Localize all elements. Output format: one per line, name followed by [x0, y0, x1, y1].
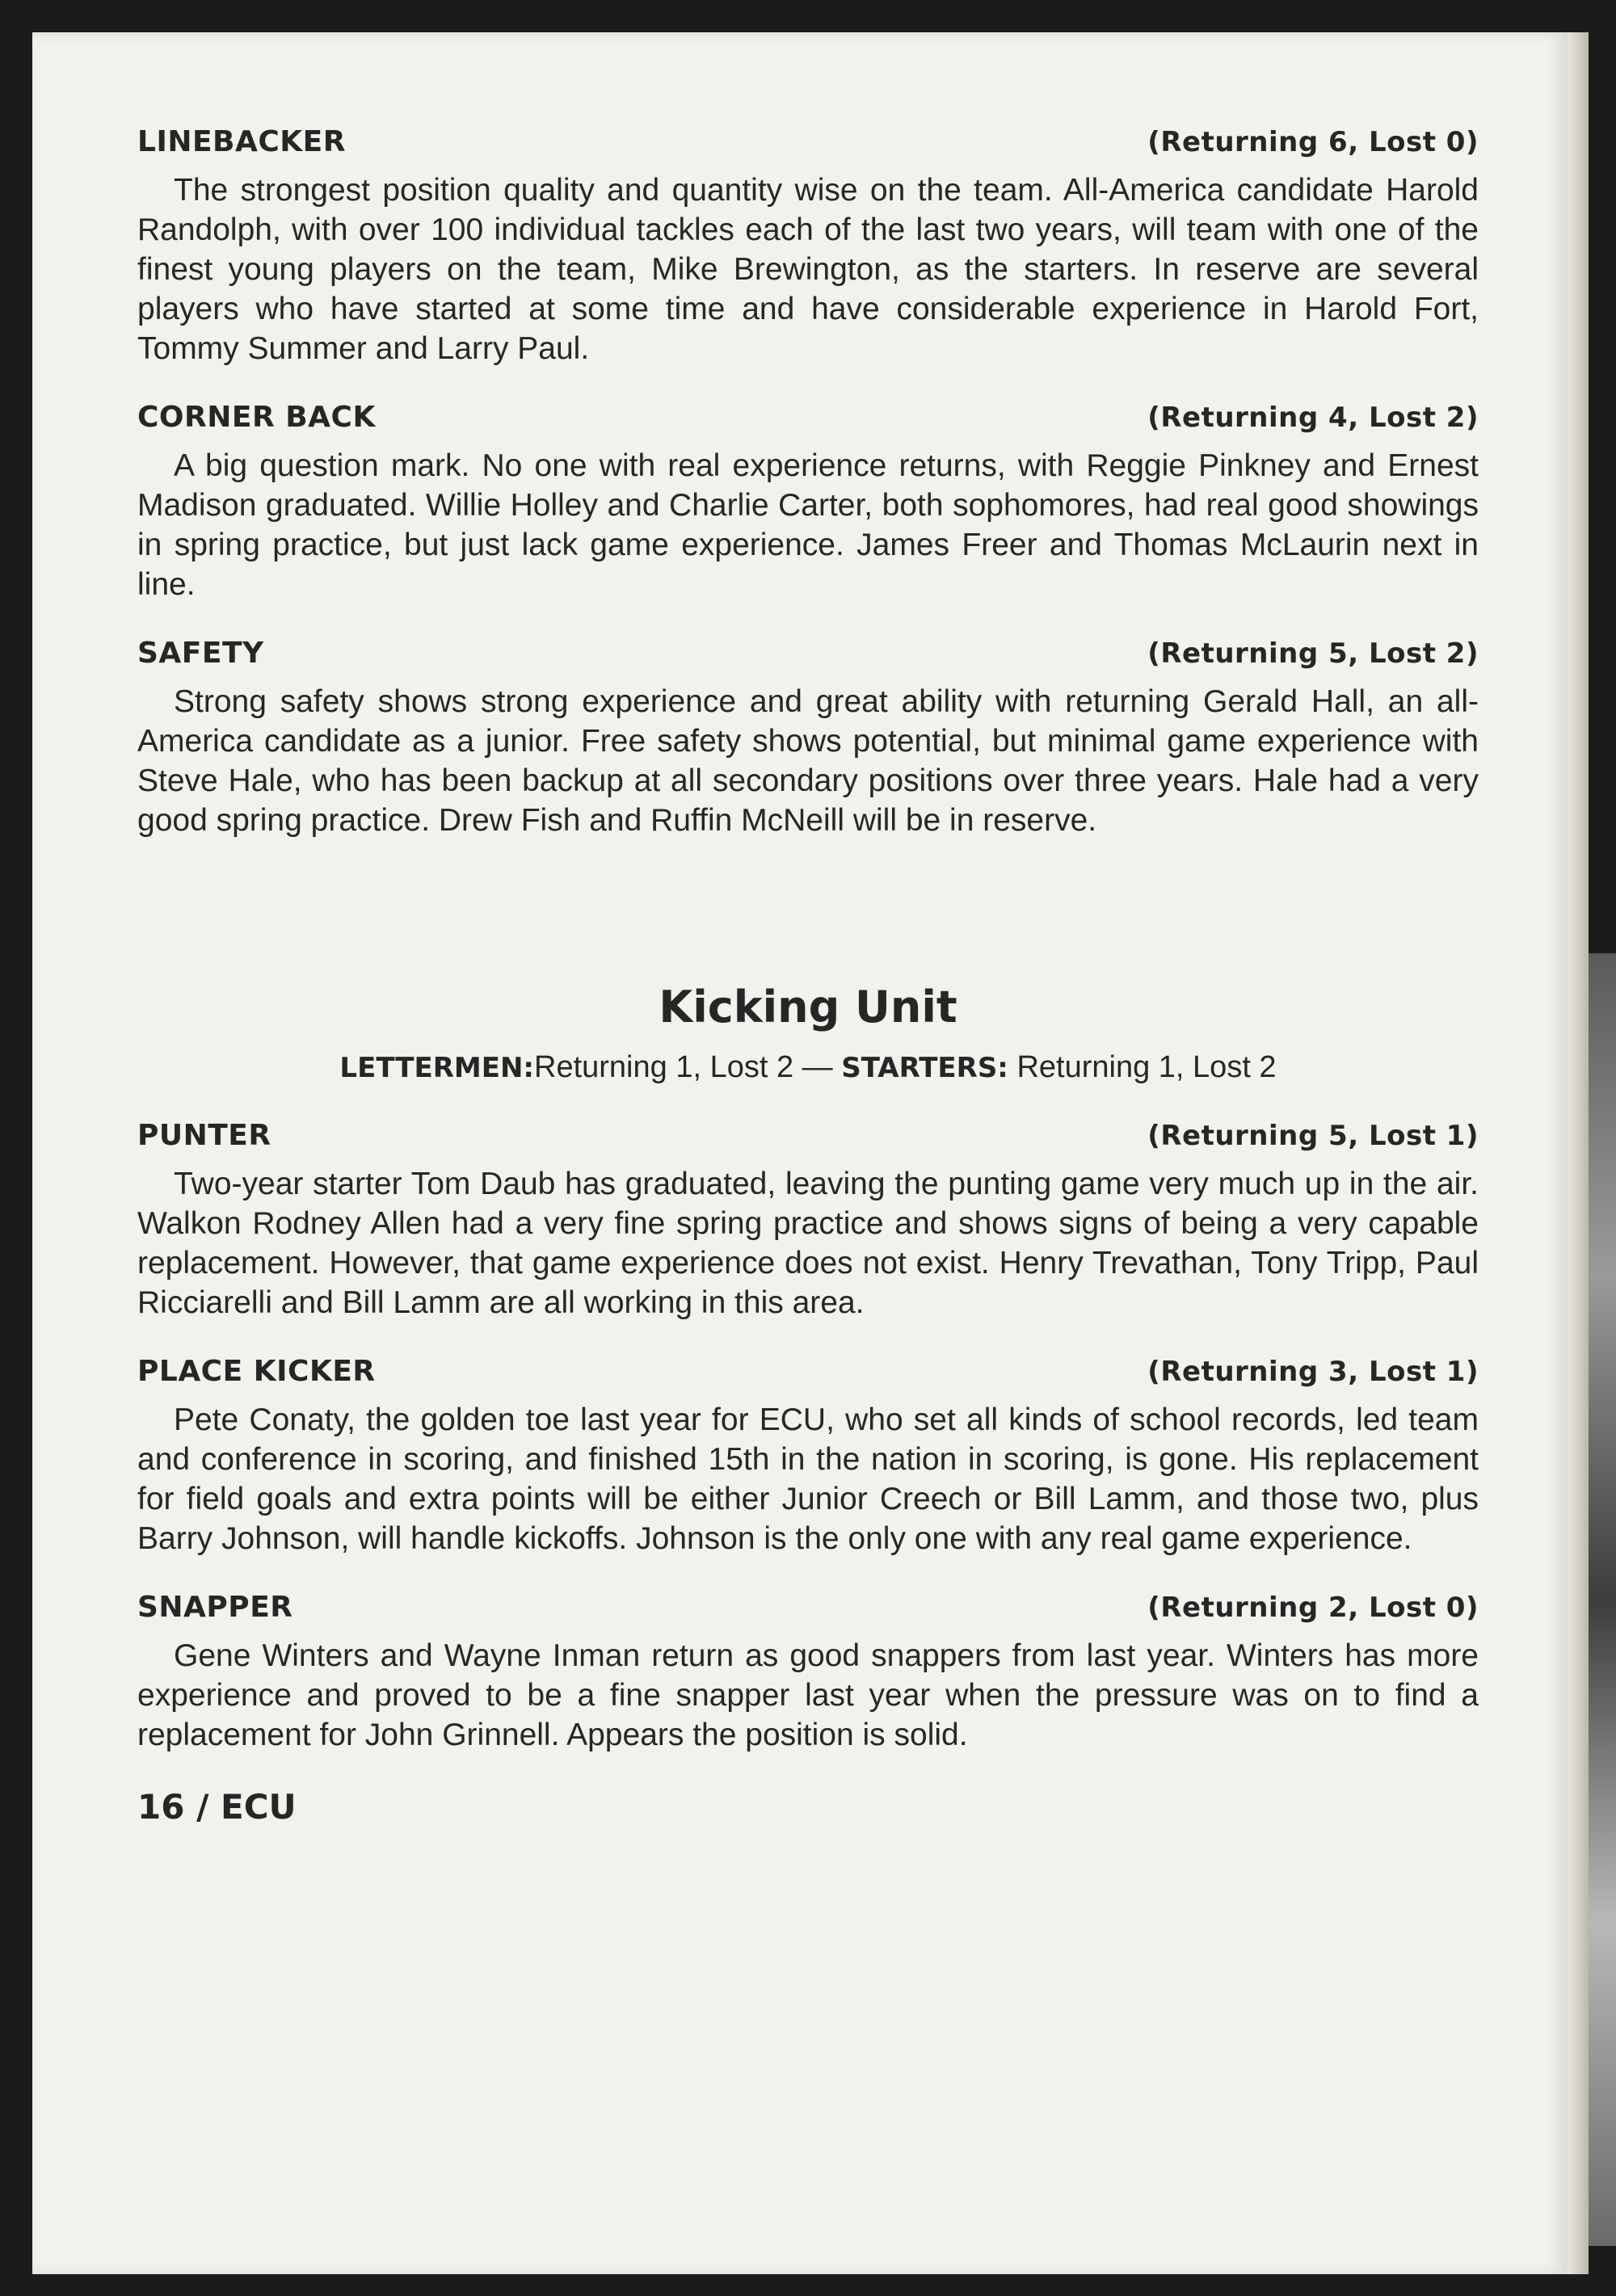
page-number: 16 / ECU — [137, 1787, 297, 1827]
position-title: SAFETY — [137, 637, 264, 670]
safety-section — [137, 637, 1479, 840]
position-title: CORNER BACK — [137, 401, 376, 434]
page-edge — [1568, 32, 1589, 2274]
section-body: Pete Conaty, the golden toe last year for ECU, who set all kinds of school records, led team and conference in scoring, and finished 15th in the nation in scoring, is gone. His replacement for field goals and extra points will be either Junior Creech or Bill Lamm, and those two, plus Barry Johnson, will handle kickoffs. Johnson is the only one with any real game experience. — [137, 1402, 1479, 1556]
position-title: PLACE KICKER — [137, 1355, 376, 1388]
lettermen-label: LETTERMEN: — [339, 1052, 534, 1084]
section-body: Gene Winters and Wayne Inman return as good snappers from last year. Winters has more experience and proved to be a fine snapper last year when the pressure was on to find a replacement for John Grinnell. Appears the position is solid. — [137, 1638, 1479, 1752]
position-title: LINEBACKER — [137, 125, 346, 158]
lettermen-value: Returning 1, Lost 2 — — [534, 1050, 842, 1084]
position-title: PUNTER — [137, 1119, 271, 1152]
section-body: The strongest position quality and quantity wise on the team. All-America candidate Harold Randolph, with over 100 individual tackles each of the last two years, will team with one of the finest young players on the team, Mike Brewington, as the starters. In reserve are several players who have started at some time and have considerable experience in Harold Fort, Tommy Summer and Larry Paul. — [137, 173, 1479, 366]
section-header — [137, 637, 1479, 682]
returning-count: (Returning 3, Lost 1) — [1147, 1356, 1479, 1388]
page-content — [137, 125, 1479, 1827]
returning-count: (Returning 2, Lost 0) — [1147, 1592, 1479, 1624]
section-header — [137, 401, 1479, 446]
place-kicker-section — [137, 1355, 1479, 1558]
punter-section — [137, 1119, 1479, 1323]
kicking-unit-stats — [137, 1050, 1479, 1085]
section-header — [137, 1591, 1479, 1636]
adjacent-page-photo — [1589, 953, 1616, 2246]
linebacker-section — [137, 125, 1479, 368]
returning-count: (Returning 5, Lost 2) — [1147, 637, 1479, 670]
returning-count: (Returning 6, Lost 0) — [1147, 126, 1479, 158]
returning-count: (Returning 5, Lost 1) — [1147, 1120, 1479, 1152]
corner-back-section — [137, 401, 1479, 604]
snapper-section — [137, 1591, 1479, 1755]
section-header — [137, 125, 1479, 170]
returning-count: (Returning 4, Lost 2) — [1147, 402, 1479, 434]
section-header — [137, 1119, 1479, 1164]
starters-value: Returning 1, Lost 2 — [1008, 1050, 1277, 1084]
section-header — [137, 1355, 1479, 1400]
starters-label: STARTERS: — [841, 1052, 1008, 1084]
kicking-unit-heading: Kicking Unit — [659, 982, 957, 1032]
section-body: Strong safety shows strong experience and great ability with returning Gerald Hall, an all-America candidate as a junior. Free safety shows potential, but minimal game experience with Steve Hale, who has been backup at all secondary positions over three years. Hale had a very good spring practice. Drew Fish and Ruffin McNeill will be in reserve. — [137, 684, 1479, 838]
section-body: Two-year starter Tom Daub has graduated, leaving the punting game very much up in the air. Walkon Rodney Allen had a very fine spring practice and shows signs of being a very capable replacement. However, that game experience does not exist. Henry Trevathan, Tony Tripp, Paul Ricciarelli and Bill Lamm are all working in this area. — [137, 1167, 1479, 1320]
position-title: SNAPPER — [137, 1591, 293, 1624]
section-body: A big question mark. No one with real experience returns, with Reggie Pinkney and Ernest Madison graduated. Willie Holley and Charlie Carter, both sophomores, had real good showings in spring practice, but just lack game experience. James Freer and Thomas McLaurin next in line. — [137, 448, 1479, 602]
